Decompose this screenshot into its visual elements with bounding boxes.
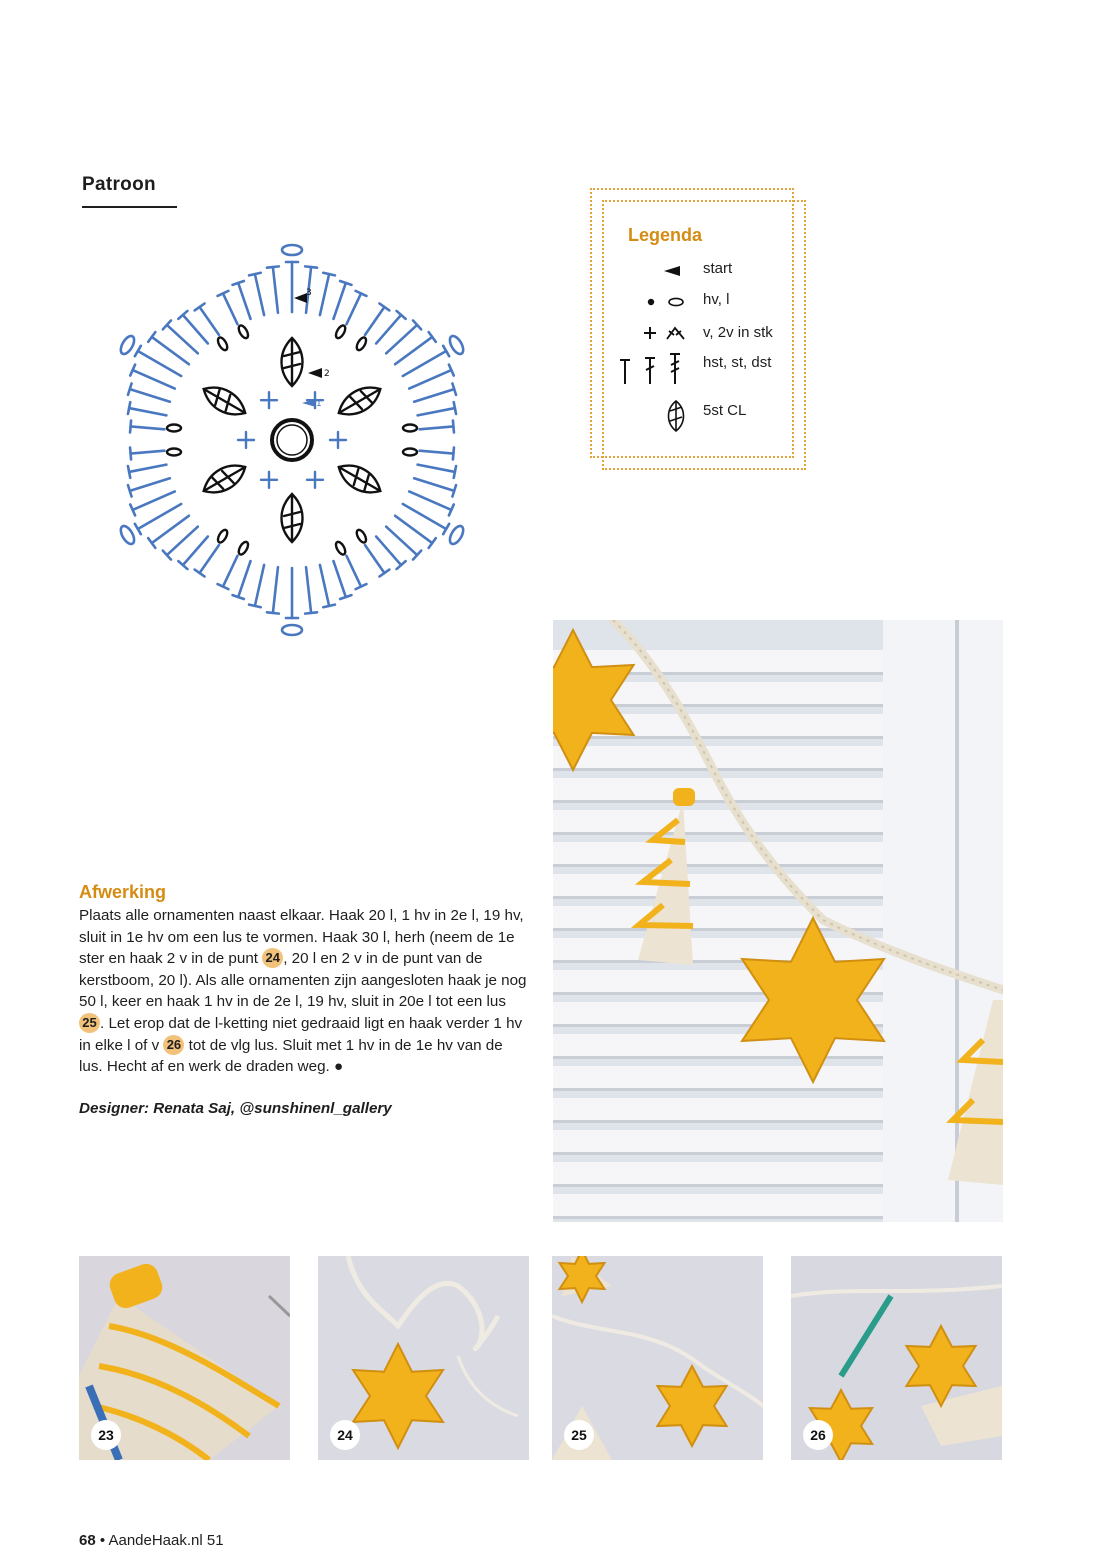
legend-row-chain: [610, 289, 800, 315]
legend-label-sc: v, 2v in stk: [703, 324, 773, 341]
legend-title: Legenda: [628, 225, 703, 245]
legend-label-cluster: 5st CL: [703, 402, 747, 419]
legend-row-start: [610, 258, 800, 284]
step-photo-26: [791, 1256, 1002, 1460]
step-photo-24: [318, 1256, 529, 1460]
step-badge-26: 26: [163, 1035, 184, 1055]
step-number-26: 26: [803, 1420, 833, 1450]
chart-blue-outer-round: [118, 245, 466, 635]
footer-separator: •: [99, 1532, 106, 1549]
step-photo-23: [79, 1256, 290, 1460]
magazine-name: AandeHaak.nl 51: [108, 1532, 224, 1549]
legend-row-sc: [610, 320, 800, 346]
legend-label-start: start: [703, 260, 733, 277]
legend-label-heights: hst, st, dst: [703, 354, 772, 371]
finishing-text-4: tot de vlg lus. Sluit met 1 hv in de 1e hv van de lus. Hecht af en werk de draden weg. ●: [79, 1036, 503, 1076]
step-badge-24: 24: [262, 948, 283, 968]
round-label-2: 2: [324, 369, 330, 379]
finishing-instructions: [79, 905, 527, 1078]
step-number-23: 23: [91, 1420, 121, 1450]
step-number-24: 24: [330, 1420, 360, 1450]
designer-credit: Designer: Renata Saj, @sunshinenl_gallery: [79, 1100, 392, 1117]
page-number: 68: [79, 1532, 96, 1549]
finishing-title: Afwerking: [79, 882, 167, 902]
heading-underline: [82, 206, 177, 208]
crochet-chart: [70, 240, 520, 640]
page-footer: [79, 1532, 224, 1549]
step-badge-25: 25: [79, 1013, 100, 1033]
start-marker-round-2: [308, 368, 322, 378]
dot-and-oval-icon: [610, 289, 696, 315]
round-label-1: 1: [316, 399, 322, 409]
finishing-text-3: . Let erop dat de l-ketting niet gedraaid ligt en haak verder 1 hv in elke l of v: [79, 1014, 523, 1054]
finishing-text-1: Plaats alle ornamenten naast elkaar. Haak 20 l, 1 hv in 2e l, 19 hv, sluit in 1e hv om een lus te vormen. Haak 30 l, herh (neem de 1e ster en haak 2 v in de punt: [79, 907, 524, 968]
garland-photo: [553, 620, 1003, 1222]
start-triangle-icon: [610, 258, 696, 284]
plus-and-v-icon: [610, 320, 696, 346]
finishing-text-2: , 20 l en 2 v in de punt van de kerstboom, 20 l). Als alle ornamenten zijn aangesloten haak je nog 50 l, keer en haak 1 hv in de 2e l, 19 hv, sluit in 20e l tot een lus: [79, 950, 527, 1011]
stitch-heights-icon: [610, 350, 696, 390]
step-photo-25: [552, 1256, 763, 1460]
garland-photo-art: [553, 620, 1003, 1222]
step-number-25: 25: [564, 1420, 594, 1450]
legend-row-cluster: [610, 397, 800, 435]
chart-black-inner-rounds: [167, 324, 417, 556]
round-label-3: 3: [306, 288, 312, 298]
pattern-heading: Patroon: [82, 174, 156, 195]
cluster-icon: [610, 397, 696, 435]
legend-label-chain: hv, l: [703, 291, 730, 308]
legend-row-heights: [610, 350, 800, 390]
